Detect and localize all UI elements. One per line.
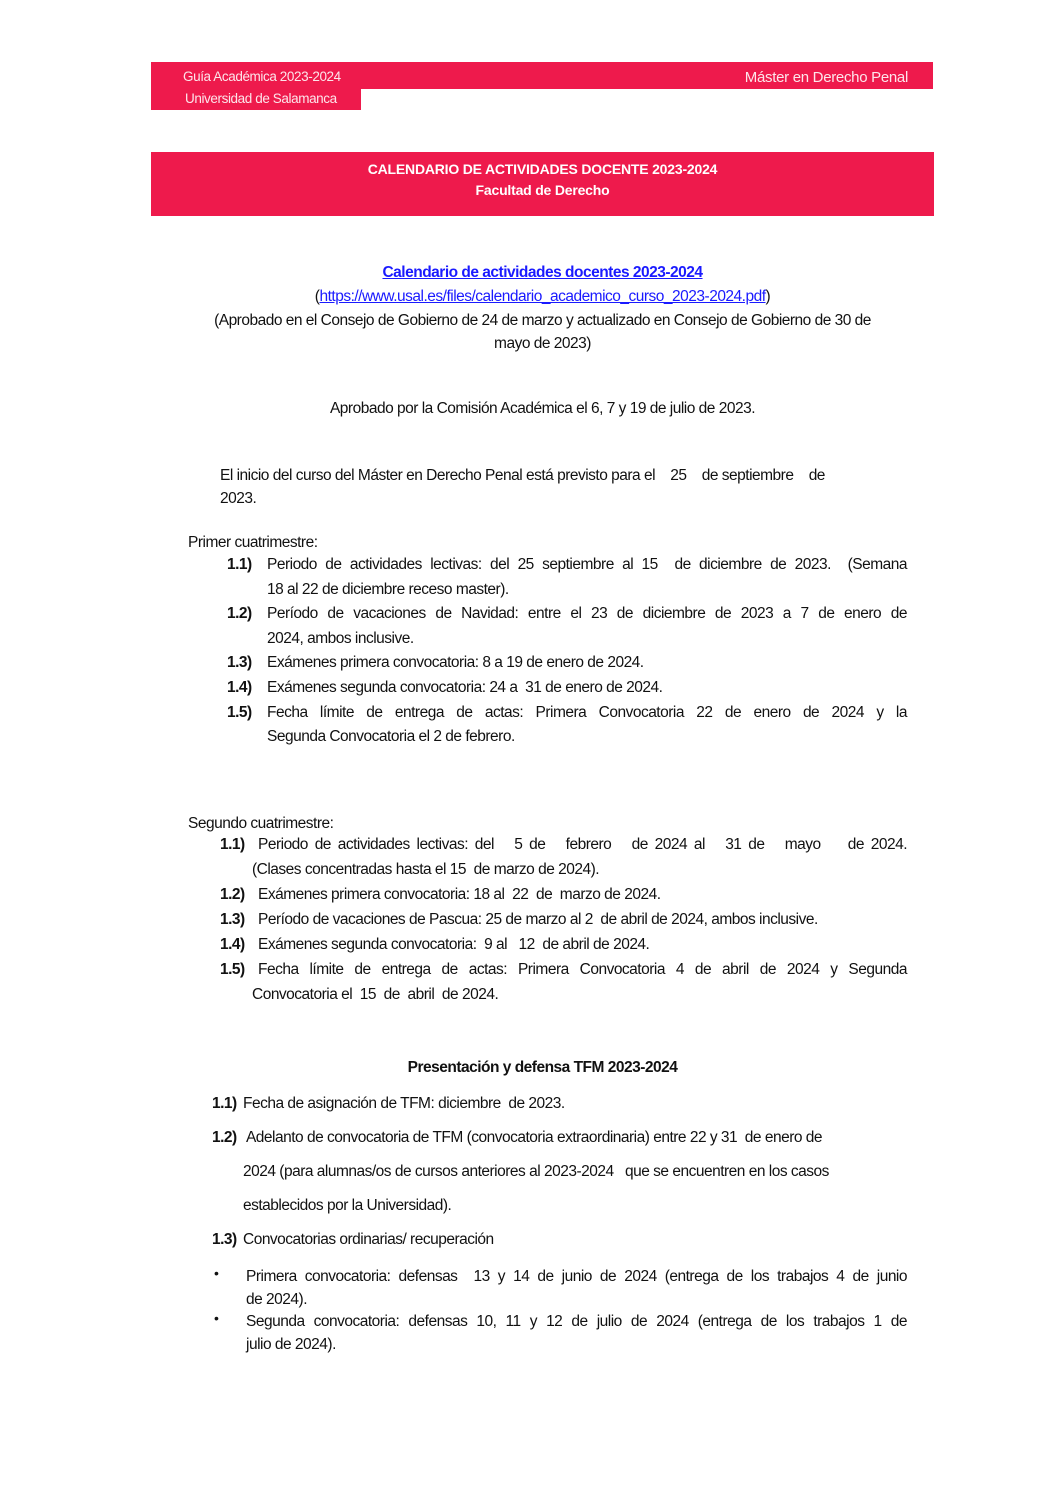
url-line	[151, 288, 934, 306]
item-number: 1.2)	[227, 605, 252, 623]
item-number: 1.2)	[220, 886, 245, 903]
list-item-line: Fecha límite de entrega de actas: Primera Convocatoria 4 de abril de 2024 y Segunda	[258, 961, 907, 978]
list-item-line: Exámenes segunda convocatoria: 9 al 12 de abril de 2024.	[258, 936, 650, 953]
calendar-link[interactable]: Calendario de actividades docentes 2023-2024	[382, 264, 703, 281]
list-item-line: Fecha de asignación de TFM: diciembre de 2023.	[243, 1095, 565, 1112]
list-item-line: 18 al 22 de diciembre receso master).	[267, 580, 509, 598]
commission-approval: Aprobado por la Comisión Académica el 6, 7 y 19 de julio de 2023.	[329, 400, 756, 417]
list-item-line: Exámenes primera convocatoria: 8 a 19 de enero de 2024.	[267, 654, 644, 672]
list-item-line: Periodo de actividades lectivas: del 5 de febrero de 2024 al 31 de mayo de 2024.	[258, 836, 907, 853]
item-number: 1.4)	[227, 679, 252, 696]
item-number: 1.4)	[220, 936, 245, 953]
page-subtitle: Facultad de Derecho	[475, 182, 610, 198]
tfm-heading: Presentación y defensa TFM 2023-2024	[407, 1059, 678, 1076]
list-item-line: Período de vacaciones de Navidad: entre el 23 de diciembre de 2023 a 7 de enero de	[267, 605, 907, 623]
start-line-1: El inicio del curso del Máster en Derecho Penal está previsto para el 25 de septiembre de	[220, 467, 825, 484]
bullet-line: Primera convocatoria: defensas 13 y 14 de junio de 2024 (entrega de los trabajos 4 de junio	[246, 1268, 907, 1285]
item-number: 1.5)	[220, 961, 245, 978]
university-label: Universidad de Salamanca	[185, 91, 337, 106]
bullet-icon: •	[214, 1265, 219, 1281]
list-item-line: (Clases concentradas hasta el 15 de marzo de 2024).	[252, 861, 600, 878]
approval-line-2: mayo de 2023)	[494, 335, 591, 352]
bullet-line: de 2024).	[246, 1290, 307, 1308]
list-item-line: Exámenes primera convocatoria: 18 al 22 de marzo de 2024.	[258, 886, 661, 903]
bullet-line: julio de 2024).	[246, 1335, 336, 1353]
list-item-line: Adelanto de convocatoria de TFM (convocatoria extraordinaria) entre 22 y 31 de enero de	[243, 1129, 823, 1146]
list-item-line: 2024, ambos inclusive.	[267, 629, 414, 647]
page-title: CALENDARIO DE ACTIVIDADES DOCENTE 2023-2024	[367, 161, 718, 177]
item-number: 1.3)	[212, 1231, 237, 1248]
list-item-line: 2024 (para alumnas/os de cursos anteriores al 2023-2024 que se encuentren en los casos	[243, 1163, 829, 1180]
item-number: 1.3)	[227, 654, 252, 672]
calendar-link-line	[151, 264, 934, 282]
list-item-line: Período de vacaciones de Pascua: 25 de marzo al 2 de abril de 2024, ambos inclusive.	[258, 911, 818, 928]
calendar-pdf-link[interactable]: https://www.usal.es/files/calendario_academico_curso_2023-2024.pdf	[319, 288, 766, 305]
list-item-line: Convocatoria el 15 de abril de 2024.	[252, 986, 499, 1003]
url-open-paren: (	[314, 288, 320, 305]
item-number: 1.5)	[227, 703, 252, 721]
bullet-line: Segunda convocatoria: defensas 10, 11 y 12 de julio de 2024 (entrega de los trabajos 1 de	[246, 1313, 907, 1330]
list-item-line: Exámenes segunda convocatoria: 24 a 31 de enero de 2024.	[267, 679, 663, 696]
program-label: Máster en Derecho Penal	[744, 69, 908, 86]
title-block	[151, 152, 934, 216]
item-number: 1.3)	[220, 911, 245, 928]
item-number: 1.1)	[212, 1095, 237, 1112]
second-term-heading: Segundo cuatrimestre:	[188, 815, 334, 832]
list-item-line: Periodo de actividades lectivas: del 25 septiembre al 15 de diciembre de 2023. (Semana	[267, 556, 907, 573]
item-number: 1.1)	[220, 836, 245, 853]
list-item-line: Fecha límite de entrega de actas: Primera Convocatoria 22 de enero de 2024 y la	[267, 703, 907, 721]
item-number: 1.2)	[212, 1129, 237, 1146]
start-line-2: 2023.	[220, 490, 257, 507]
item-number: 1.1)	[227, 556, 252, 573]
list-item-line: establecidos por la Universidad).	[243, 1197, 452, 1214]
first-term-heading: Primer cuatrimestre:	[188, 534, 318, 551]
bullet-icon: •	[214, 1310, 219, 1326]
guide-label: Guía Académica 2023-2024	[183, 69, 341, 84]
list-item-line: Segunda Convocatoria el 2 de febrero.	[267, 728, 515, 746]
url-close-paren: )	[765, 288, 771, 305]
approval-line-1: (Aprobado en el Consejo de Gobierno de 24 de marzo y actualizado en Consejo de Gobierno de 30 de	[214, 312, 871, 329]
list-item-line: Convocatorias ordinarias/ recuperación	[243, 1231, 494, 1248]
